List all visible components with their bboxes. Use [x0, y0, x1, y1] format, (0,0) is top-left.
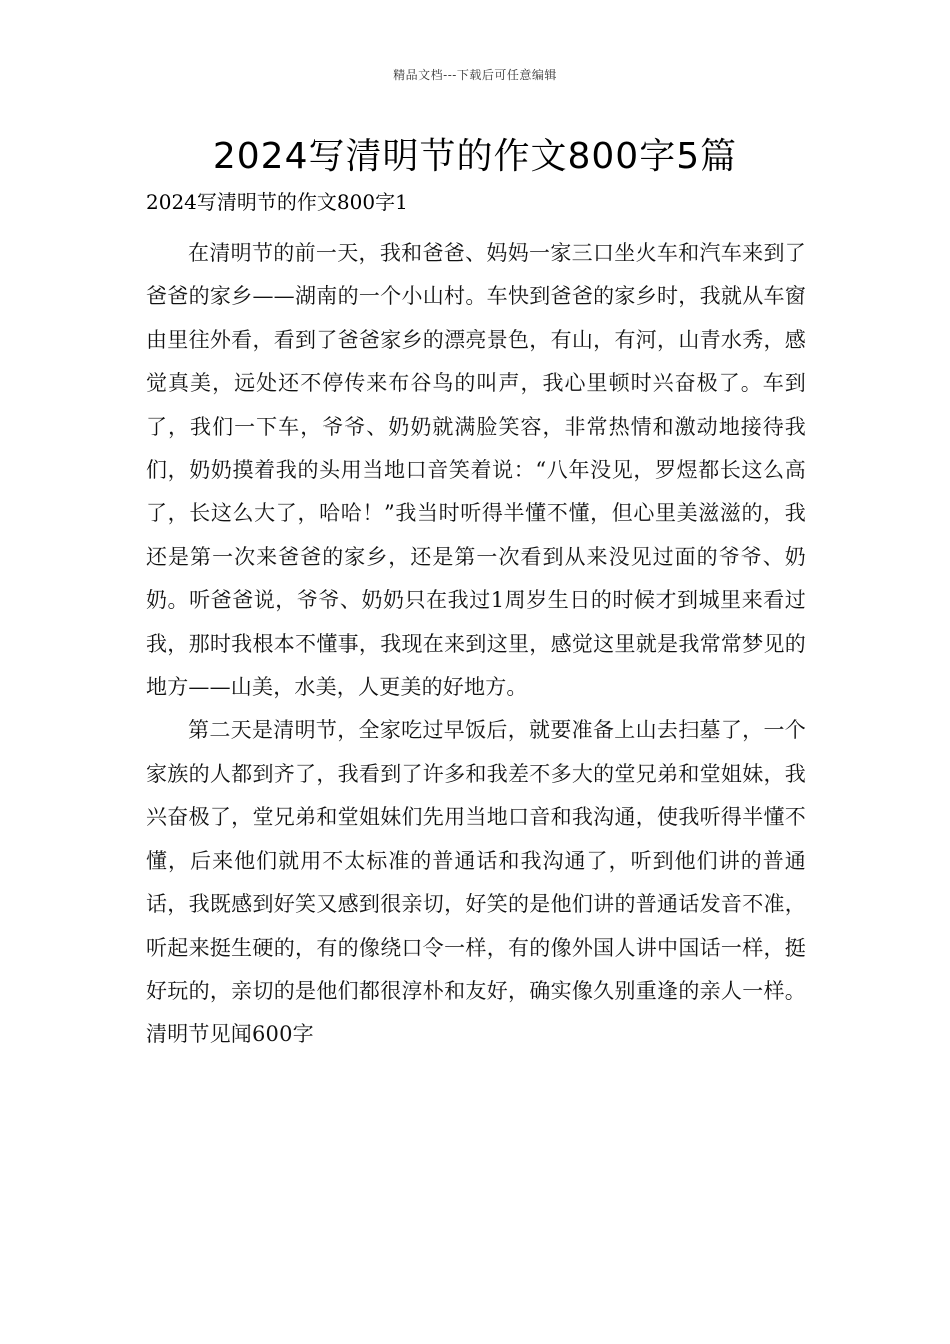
- paragraph-1: 在清明节的前一天，我和爸爸、妈妈一家三口坐火车和汽车来到了爸爸的家乡——湖南的一个小山村。车快到爸爸的家乡时，我就从车窗由里往外看，看到了爸爸家乡的漂亮景色，有山，有河，山青水秀，感觉真美，远处还不停传来布谷鸟的叫声，我心里顿时兴奋极了。车到了，我们一下车，爷爷、奶奶就满脸笑容，非常热情和激动地接待我们，奶奶摸着我的头用当地口音笑着说：“八年没见，罗煜都长这么高了，长这么大了，哈哈！”我当时听得半懂不懂，但心里美滋滋的，我还是第一次来爸爸的家乡，还是第一次看到从来没见过面的爷爷、奶奶。听爸爸说，爷爷、奶奶只在我过1周岁生日的时候才到城里来看过我，那时我根本不懂事，我现在来到这里，感觉这里就是我常常梦见的地方——山美，水美，人更美的好地方。: [146, 241, 806, 700]
- section-heading: 2024写清明节的作文800字1: [146, 190, 408, 214]
- header-note: 精品文档---下载后可任意编辑: [393, 68, 557, 82]
- paragraph-2: 第二天是清明节，全家吃过早饭后，就要准备上山去扫墓了，一个家族的人都到齐了，我看到了许多和我差不多大的堂兄弟和堂姐妹，我兴奋极了，堂兄弟和堂姐妹们先用当地口音和我沟通，使我听得半懂不懂，后来他们就用不太标准的普通话和我沟通了，听到他们讲的普通话，我既感到好笑又感到很亲切，好笑的是他们讲的普通话发音不准，听起来挺生硬的，有的像绕口令一样，有的像外国人讲中国话一样，挺好玩的，亲切的是他们都很淳朴和友好，确实像久别重逢的亲人一样。清明节见闻600字: [146, 718, 806, 1047]
- document-body: [146, 232, 806, 1057]
- document-title: 2024写清明节的作文800字5篇: [212, 136, 738, 177]
